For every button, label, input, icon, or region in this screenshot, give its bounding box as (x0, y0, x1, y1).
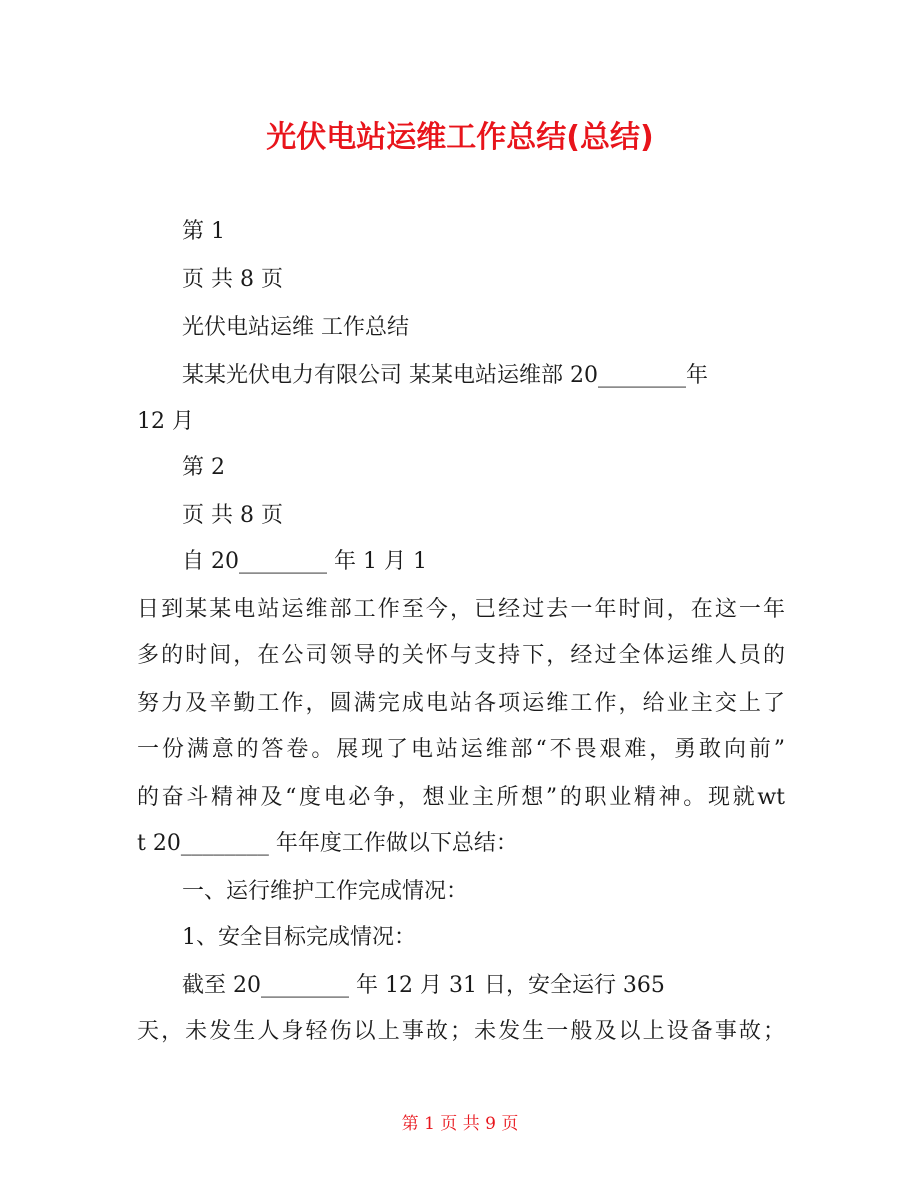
page-marker-line: 第 1 (182, 219, 225, 244)
paragraph-line: 一份满意的答卷。展现了电站运维部“不畏艰难，勇敢向前” (137, 737, 785, 762)
company-line: 某某光伏电力有限公司 某某电站运维部 20________年 (182, 363, 708, 388)
document-title: 光伏电站运维工作总结(总结) (266, 120, 654, 155)
section-heading: 一、运行维护工作完成情况： (182, 879, 469, 904)
paragraph-end-line: t 20________ 年年度工作做以下总结： (137, 831, 518, 856)
paragraph-start-line: 自 20________ 年 1 月 1 (182, 549, 427, 574)
page-count-line: 页 共 8 页 (182, 503, 283, 528)
subtitle-line: 光伏电站运维 工作总结 (182, 315, 409, 340)
page-footer: 第 1 页 共 9 页 (401, 1114, 519, 1134)
date-line: 12 月 (137, 409, 194, 434)
subsection-heading: 1、安全目标完成情况： (182, 925, 416, 950)
paragraph-line: 日到某某电站运维部工作至今，已经过去一年时间，在这一年 (137, 597, 785, 622)
safety-detail-line: 天，未发生人身轻伤以上事故；未发生一般及以上设备事故； (137, 1019, 785, 1044)
paragraph-line: 多的时间，在公司领导的关怀与支持下，经过全体运维人员的 (137, 643, 785, 668)
page-marker-line: 第 2 (182, 455, 225, 480)
safety-line: 截至 20________ 年 12 月 31 日，安全运行 365 (182, 973, 665, 998)
page-count-line: 页 共 8 页 (182, 267, 283, 292)
paragraph-line: 努力及辛勤工作，圆满完成电站各项运维工作，给业主交上了 (137, 691, 785, 716)
paragraph-line: 的奋斗精神及“度电必争，想业主所想”的职业精神。现就wt (137, 785, 785, 810)
